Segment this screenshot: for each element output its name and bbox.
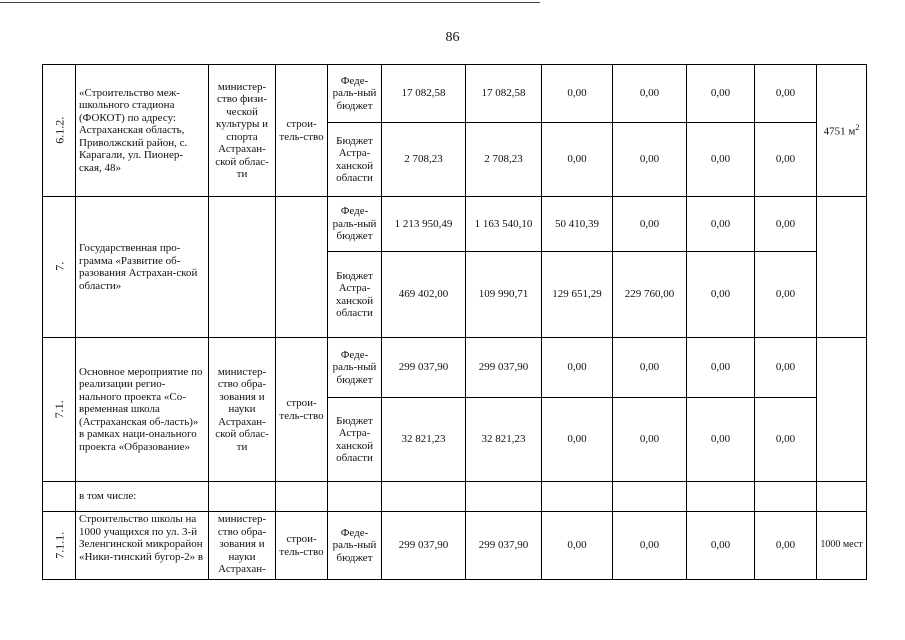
value-cell: 0,00 bbox=[755, 512, 817, 580]
value-cell: 299 037,90 bbox=[466, 512, 542, 580]
row-number: 7.1.1. bbox=[51, 531, 66, 559]
funding-source: Феде-раль-ный бюджет bbox=[328, 65, 382, 123]
work-type bbox=[276, 197, 328, 338]
value-cell: 0,00 bbox=[687, 123, 755, 197]
work-type: строи-тель-ство bbox=[276, 338, 328, 482]
measure-name: Строительство школы на 1000 учащихся по ул. 3-й Зеленгинской микрорайон «Ники-тинский бугор-2» в bbox=[76, 512, 209, 580]
value-cell: 32 821,23 bbox=[382, 398, 466, 482]
table-row bbox=[43, 197, 867, 252]
value-cell: 0,00 bbox=[542, 338, 613, 398]
funding-source: Феде-раль-ный бюджет bbox=[328, 512, 382, 580]
value-cell: 0,00 bbox=[613, 338, 687, 398]
value-cell: 0,00 bbox=[755, 65, 817, 123]
page-number: 86 bbox=[445, 30, 460, 45]
value-cell: 0,00 bbox=[687, 512, 755, 580]
row-number-cell bbox=[43, 197, 76, 338]
value-cell: 0,00 bbox=[542, 123, 613, 197]
value-cell: 0,00 bbox=[687, 398, 755, 482]
value-cell: 0,00 bbox=[542, 512, 613, 580]
value-cell: 17 082,58 bbox=[466, 65, 542, 123]
result-value: 4751 м bbox=[823, 126, 856, 139]
table-row bbox=[43, 512, 867, 580]
value-cell: 299 037,90 bbox=[382, 512, 466, 580]
value-cell: 469 402,00 bbox=[382, 252, 466, 338]
row-number: 7. bbox=[51, 262, 66, 271]
value-cell: 0,00 bbox=[613, 123, 687, 197]
value-cell: 0,00 bbox=[755, 123, 817, 197]
work-type: строи-тель-ство bbox=[276, 512, 328, 580]
row-number: 6.1.2. bbox=[51, 116, 66, 144]
result-cell: 1000 мест bbox=[817, 512, 867, 580]
value-cell: 0,00 bbox=[687, 252, 755, 338]
value-cell: 0,00 bbox=[687, 338, 755, 398]
executor: министер-ство обра-зования и науки Астрахан-ской облас-ти bbox=[209, 338, 276, 482]
value-cell: 0,00 bbox=[687, 197, 755, 252]
measure-name: Государственная про-грамма «Развитие об-разования Астрахан-ской области» bbox=[76, 197, 209, 338]
value-cell: 50 410,39 bbox=[542, 197, 613, 252]
value-cell: 0,00 bbox=[755, 197, 817, 252]
including-label: в том числе: bbox=[76, 482, 209, 512]
funding-source: Феде-раль-ный бюджет bbox=[328, 338, 382, 398]
value-cell: 0,00 bbox=[613, 197, 687, 252]
value-cell: 1 213 950,49 bbox=[382, 197, 466, 252]
result-cell bbox=[817, 197, 867, 338]
row-number-cell bbox=[43, 65, 76, 197]
result-unit-superscript: 2 bbox=[855, 123, 860, 133]
value-cell: 0,00 bbox=[755, 338, 817, 398]
value-cell: 299 037,90 bbox=[466, 338, 542, 398]
value-cell: 0,00 bbox=[755, 252, 817, 338]
value-cell: 0,00 bbox=[755, 398, 817, 482]
work-type: строи-тель-ство bbox=[276, 65, 328, 197]
budget-table bbox=[42, 64, 867, 580]
value-cell: 0,00 bbox=[613, 512, 687, 580]
result-cell bbox=[817, 65, 867, 197]
row-number-cell bbox=[43, 512, 76, 580]
funding-source: Бюджет Астра-ханской области bbox=[328, 398, 382, 482]
table-row bbox=[43, 65, 867, 123]
executor: министер-ство обра-зования и науки Астрахан- bbox=[209, 512, 276, 580]
value-cell: 0,00 bbox=[687, 65, 755, 123]
value-cell: 229 760,00 bbox=[613, 252, 687, 338]
funding-source: Феде-раль-ный бюджет bbox=[328, 197, 382, 252]
value-cell: 17 082,58 bbox=[382, 65, 466, 123]
top-rule bbox=[0, 2, 540, 3]
value-cell: 2 708,23 bbox=[466, 123, 542, 197]
measure-name: «Строительство меж-школьного стадиона (ФОКОТ) по адресу: Астраханская область, Приволжский район, с. Карагали, ул. Пионер-ская, 48» bbox=[76, 65, 209, 197]
value-cell: 0,00 bbox=[613, 65, 687, 123]
row-number: 7.1. bbox=[51, 400, 66, 418]
result-cell bbox=[817, 338, 867, 482]
value-cell: 0,00 bbox=[542, 65, 613, 123]
table-row bbox=[43, 338, 867, 398]
value-cell: 1 163 540,10 bbox=[466, 197, 542, 252]
value-cell: 0,00 bbox=[542, 398, 613, 482]
funding-source: Бюджет Астра-ханской области bbox=[328, 123, 382, 197]
row-number-cell bbox=[43, 338, 76, 482]
funding-source: Бюджет Астра-ханской области bbox=[328, 252, 382, 338]
table-row bbox=[43, 482, 867, 512]
executor bbox=[209, 197, 276, 338]
value-cell: 129 651,29 bbox=[542, 252, 613, 338]
value-cell: 109 990,71 bbox=[466, 252, 542, 338]
executor: министер-ство физи-ческой культуры и спорта Астрахан-ской облас-ти bbox=[209, 65, 276, 197]
value-cell: 0,00 bbox=[613, 398, 687, 482]
value-cell: 2 708,23 bbox=[382, 123, 466, 197]
value-cell: 299 037,90 bbox=[382, 338, 466, 398]
measure-name: Основное мероприятие по реализации регио-нального проекта «Со-временная школа (Астраханская об-ласть)» в рамках наци-онального проекта «Образование» bbox=[76, 338, 209, 482]
value-cell: 32 821,23 bbox=[466, 398, 542, 482]
